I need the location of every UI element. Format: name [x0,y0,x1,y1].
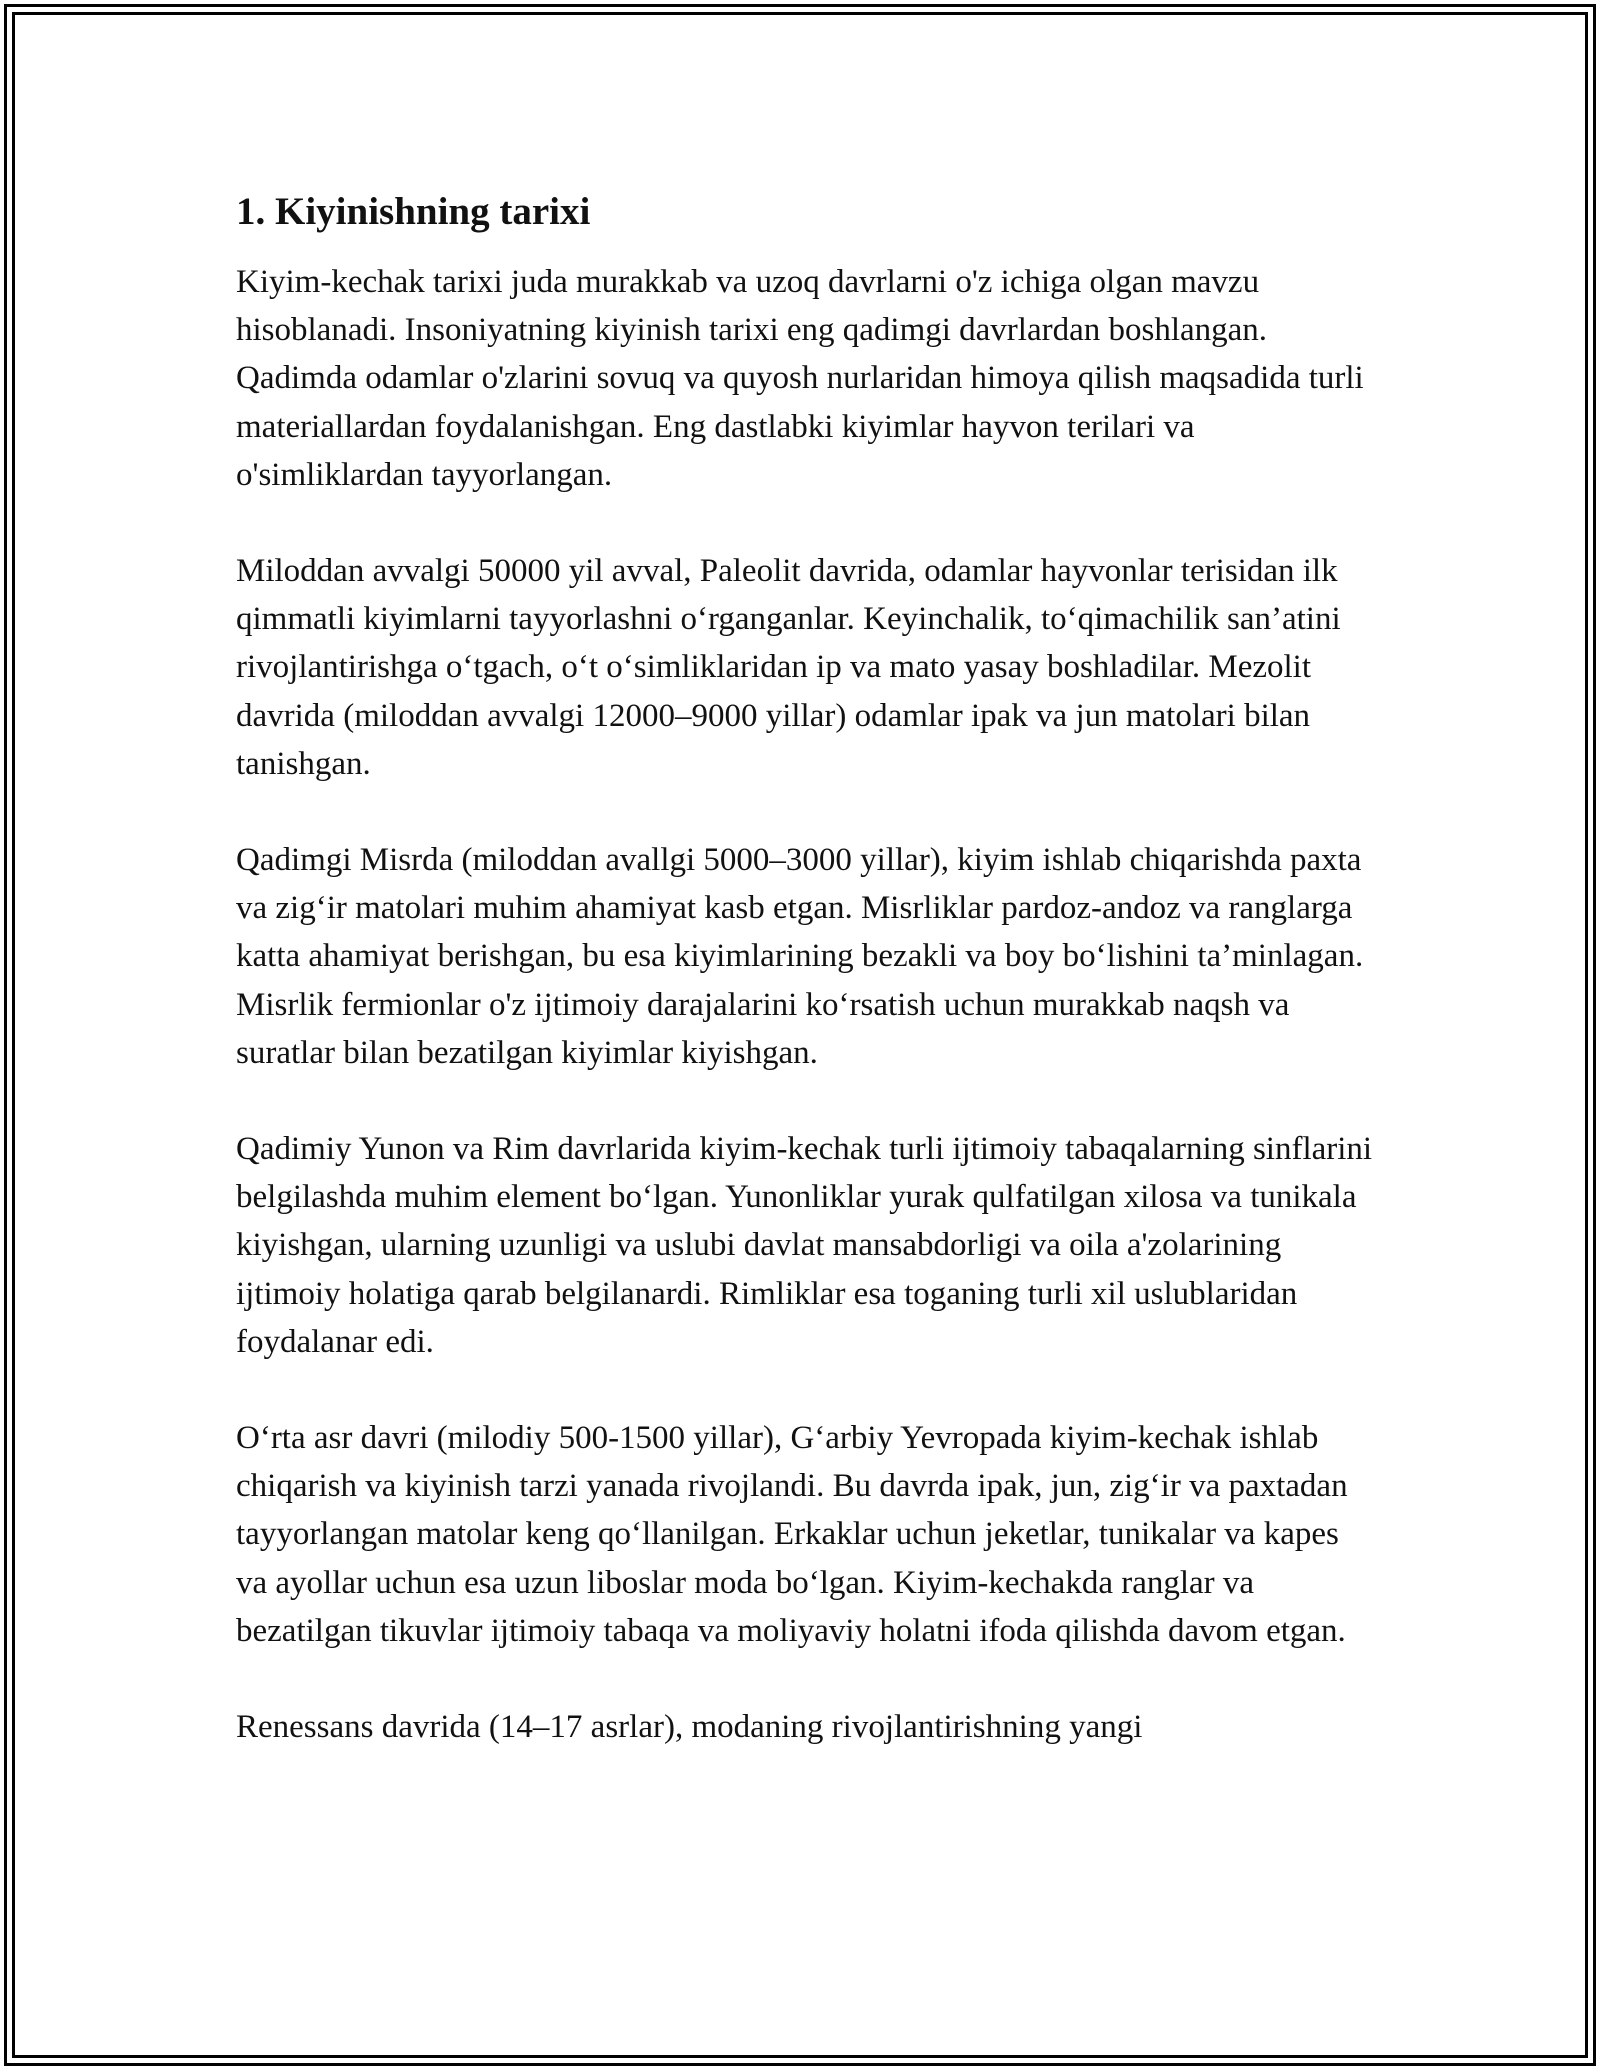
paragraph-6: Renessans davrida (14–17 asrlar), modaning rivojlantirishning yangi [236,1709,1143,1746]
paragraph-5: Oʻrta asr davri (milodiy 500-1500 yillar), Gʻarbiy Yevropada kiyim-kechak ishlab chiqarish va kiyinish tarzi yanada rivojlandi. Bu davrda ipak, jun, zigʻir va paxtadan tayyorlangan matolar keng qoʻllanilgan. Erkaklar uchun jeketlar, tunikalar va kapes va ayollar uchun esa uzun liboslar moda boʻlgan. Kiyim-kechakda ranglar va bezatilgan tikuvlar ijtimoiy tabaqa va moliyaviy holatni ifoda qilishda davom etgan. [236,1420,1348,1649]
paragraph-1: Kiyim-kechak tarixi juda murakkab va uzoq davrlarni o'z ichiga olgan mavzu hisoblanadi. Insoniyatning kiyinish tarixi eng qadimgi davrlardan boshlangan. Qadimda odamlar o'zlarini sovuq va quyosh nurlaridan himoya qilish maqsadida turli materiallardan foydalanishgan. Eng dastlabki kiyimlar hayvon terilari va o'simliklardan tayyorlangan. [236,264,1364,493]
paragraph-2: Miloddan avvalgi 50000 yil avval, Paleolit davrida, odamlar hayvonlar terisidan ilk qimmatli kiyimlarni tayyorlashni oʻrganganlar. Keyinchalik, toʻqimachilik san’atini rivojlantirishga oʻtgach, oʻt oʻsimliklaridan ip va mato yasay boshladilar. Mezolit davrida (miloddan avvalgi 12000–9000 yillar) odamlar ipak va jun matolari bilan tanishgan. [236,553,1341,782]
paragraph-4: Qadimiy Yunon va Rim davrlarida kiyim-kechak turli ijtimoiy tabaqalarning sinflarini belgilashda muhim element boʻlgan. Yunonliklar yurak qulfatilgan xilosa va tunikala kiyishgan, ularning uzunligi va uslubi davlat mansabdorligi va oila a'zolarining ijtimoiy holatiga qarab belgilanardi. Rimliklar esa toganing turli xil uslublaridan foydalanar edi. [236,1131,1373,1360]
paragraph-3: Qadimgi Misrda (miloddan avallgi 5000–3000 yillar), kiyim ishlab chiqarishda paxta va zigʻir matolari muhim ahamiyat kasb etgan. Misrliklar pardoz-andoz va ranglarga katta ahamiyat berishgan, bu esa kiyimlarining bezakli va boy boʻlishini ta’minlagan. Misrlik fermionlar o'z ijtimoiy darajalarini koʻrsatish uchun murakkab naqsh va suratlar bilan bezatilgan kiyimlar kiyishgan. [236,842,1364,1071]
document-body [236,188,1376,1799]
section-heading: 1. Kiyinishning tarixi [236,190,591,233]
